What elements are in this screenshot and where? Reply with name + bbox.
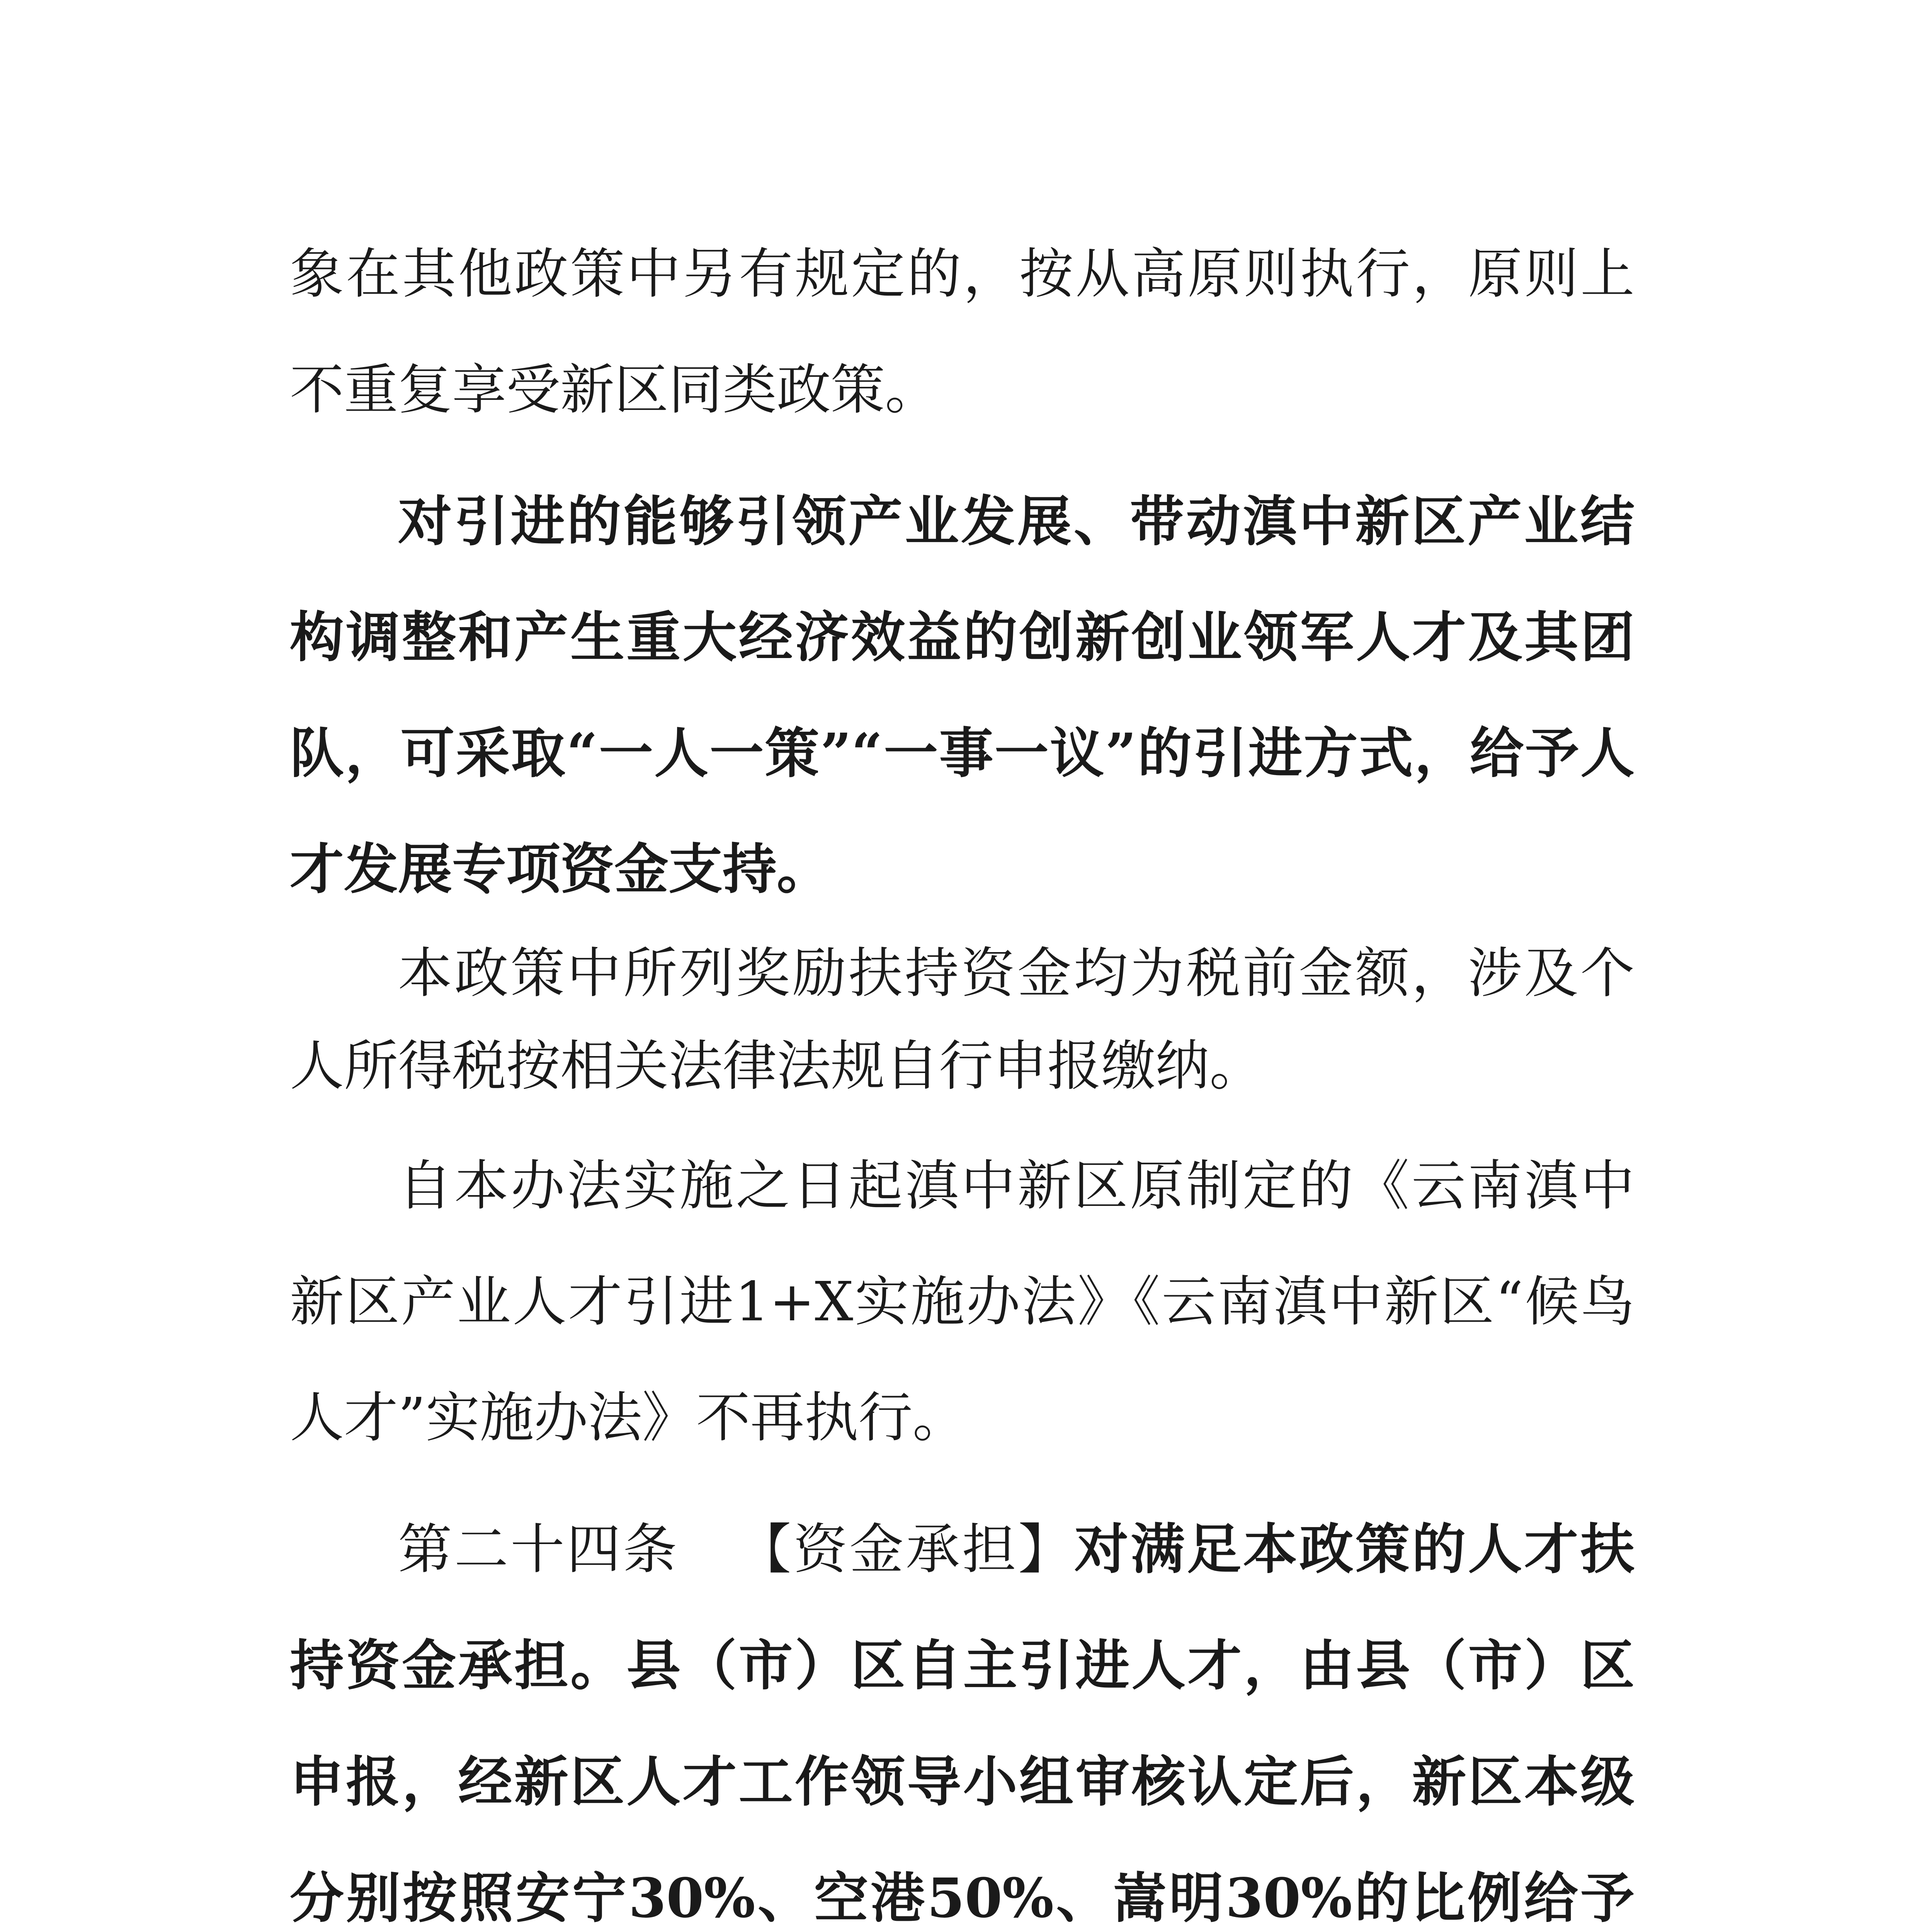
paragraph-tax-note: 本政策中所列奖励扶持资金均为税前金额，涉及个人所得税按相关法律法规自行申报缴纳。 bbox=[290, 942, 1635, 1098]
paragraph-leading-talent: 对引进的能够引领产业发展、带动滇中新区产业结构调整和产生重大经济效益的创新创业领军人才及其团队，可采取“一人一策”“一事一议”的引进方式，给予人才发展专项资金支持。 bbox=[290, 490, 1635, 901]
article-24 bbox=[290, 1492, 1635, 1932]
paragraph-repeal-note: 自本办法实施之日起滇中新区原制定的《云南滇中新区产业人才引进1+X实施办法》《云南滇中新区“候鸟人才”实施办法》不再执行。 bbox=[290, 1155, 1635, 1449]
document-body bbox=[290, 216, 1635, 1932]
article-24-heading: 【资金承担】 bbox=[737, 1518, 1075, 1581]
article-24-body: 对满足本政策的人才扶持资金承担。县（市）区自主引进人才，由县（市）区申报，经新区人才工作领导小组审核认定后，新区本级分别按照安宁30%、空港50%、嵩明30%的比例给予 bbox=[290, 1518, 1635, 1930]
article-24-number: 第二十四条 bbox=[398, 1518, 679, 1581]
paragraph-continuation: 象在其他政策中另有规定的，按从高原则执行，原则上不重复享受新区同类政策。 bbox=[290, 243, 1635, 422]
